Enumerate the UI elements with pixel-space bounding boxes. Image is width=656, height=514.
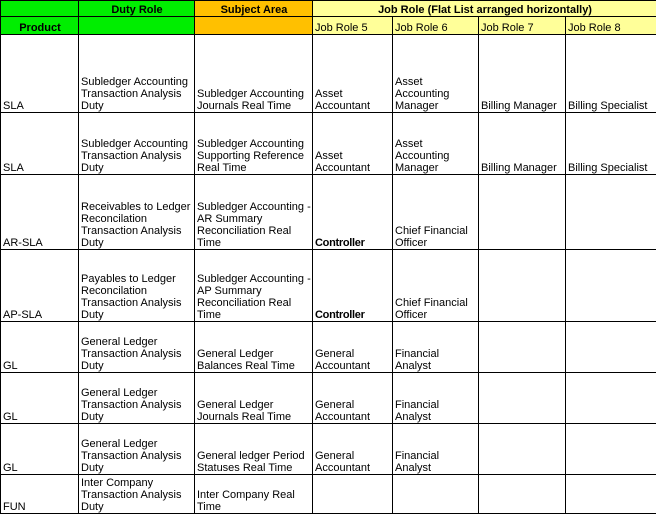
cell-job-role-5: General Accountant: [313, 373, 393, 424]
header-duty-role: Duty Role: [79, 1, 195, 17]
cell-job-role-6: Financial Analyst: [393, 322, 479, 373]
table-row: [1, 322, 656, 373]
cell-duty-role: General Ledger Transaction Analysis Duty: [79, 424, 195, 475]
table-row: [1, 175, 656, 250]
header-job-role-group: Job Role (Flat List arranged horizontally): [313, 1, 656, 17]
table-row: [1, 475, 656, 514]
cell-duty-role: Subledger Accounting Transaction Analysis Duty: [79, 113, 195, 175]
cell-duty-role: Receivables to Ledger Reconcilation Transaction Analysis Duty: [79, 175, 195, 250]
header-sub-row: [1, 17, 656, 35]
header-duty-role-sub-blank: [79, 17, 195, 35]
cell-job-role-7: Billing Manager: [479, 35, 566, 113]
header-job-role-6: Job Role 6: [393, 17, 479, 35]
cell-duty-role: Inter Company Transaction Analysis Duty: [79, 475, 195, 514]
cell-job-role-6: [393, 475, 479, 514]
cell-product: FUN: [1, 475, 79, 514]
cell-subject-area: General ledger Period Statuses Real Time: [195, 424, 313, 475]
header-subject-area: Subject Area: [195, 1, 313, 17]
cell-duty-role: Payables to Ledger Reconcilation Transaction Analysis Duty: [79, 250, 195, 322]
cell-job-role-7: [479, 250, 566, 322]
table-row: [1, 113, 656, 175]
header-product-group-blank: [1, 1, 79, 17]
cell-duty-role: General Ledger Transaction Analysis Duty: [79, 373, 195, 424]
cell-job-role-5: Controller: [313, 250, 393, 322]
cell-job-role-6: Chief Financial Officer: [393, 175, 479, 250]
cell-subject-area: Subledger Accounting - AR Summary Reconciliation Real Time: [195, 175, 313, 250]
cell-job-role-5: Controller: [313, 175, 393, 250]
cell-subject-area: Subledger Accounting Journals Real Time: [195, 35, 313, 113]
cell-subject-area: General Ledger Balances Real Time: [195, 322, 313, 373]
cell-product: GL: [1, 373, 79, 424]
cell-job-role-7: [479, 373, 566, 424]
cell-product: SLA: [1, 113, 79, 175]
cell-job-role-7: [479, 175, 566, 250]
cell-job-role-7: [479, 424, 566, 475]
cell-job-role-5: Asset Accountant: [313, 113, 393, 175]
cell-product: GL: [1, 322, 79, 373]
table-row: [1, 35, 656, 113]
cell-subject-area: Subledger Accounting Supporting Reference Real Time: [195, 113, 313, 175]
table-row: [1, 373, 656, 424]
cell-product: AR-SLA: [1, 175, 79, 250]
table-row: [1, 424, 656, 475]
cell-job-role-6: Financial Analyst: [393, 373, 479, 424]
header-job-role-8: Job Role 8: [566, 17, 656, 35]
cell-job-role-8: Billing Specialist: [566, 113, 656, 175]
cell-job-role-7: [479, 475, 566, 514]
cell-job-role-8: [566, 250, 656, 322]
cell-product: GL: [1, 424, 79, 475]
header-job-role-7: Job Role 7: [479, 17, 566, 35]
cell-job-role-6: Financial Analyst: [393, 424, 479, 475]
cell-job-role-5: [313, 475, 393, 514]
cell-job-role-8: [566, 475, 656, 514]
cell-job-role-5: General Accountant: [313, 424, 393, 475]
cell-job-role-5: Asset Accountant: [313, 35, 393, 113]
cell-subject-area: General Ledger Journals Real Time: [195, 373, 313, 424]
cell-subject-area: Inter Company Real Time: [195, 475, 313, 514]
cell-duty-role: General Ledger Transaction Analysis Duty: [79, 322, 195, 373]
header-subject-area-sub-blank: [195, 17, 313, 35]
cell-product: SLA: [1, 35, 79, 113]
cell-job-role-8: [566, 424, 656, 475]
table-row: [1, 250, 656, 322]
cell-subject-area: Subledger Accounting - AP Summary Reconciliation Real Time: [195, 250, 313, 322]
cell-duty-role: Subledger Accounting Transaction Analysis Duty: [79, 35, 195, 113]
cell-job-role-8: [566, 373, 656, 424]
cell-job-role-7: [479, 322, 566, 373]
cell-job-role-5: General Accountant: [313, 322, 393, 373]
header-product: Product: [1, 17, 79, 35]
header-group-row: [1, 1, 656, 17]
cell-job-role-6: Asset Accounting Manager: [393, 113, 479, 175]
cell-job-role-6: Chief Financial Officer: [393, 250, 479, 322]
header-job-role-5: Job Role 5: [313, 17, 393, 35]
cell-job-role-6: Asset Accounting Manager: [393, 35, 479, 113]
cell-product: AP-SLA: [1, 250, 79, 322]
cell-job-role-8: [566, 322, 656, 373]
cell-job-role-8: Billing Specialist: [566, 35, 656, 113]
cell-job-role-7: Billing Manager: [479, 113, 566, 175]
cell-job-role-8: [566, 175, 656, 250]
